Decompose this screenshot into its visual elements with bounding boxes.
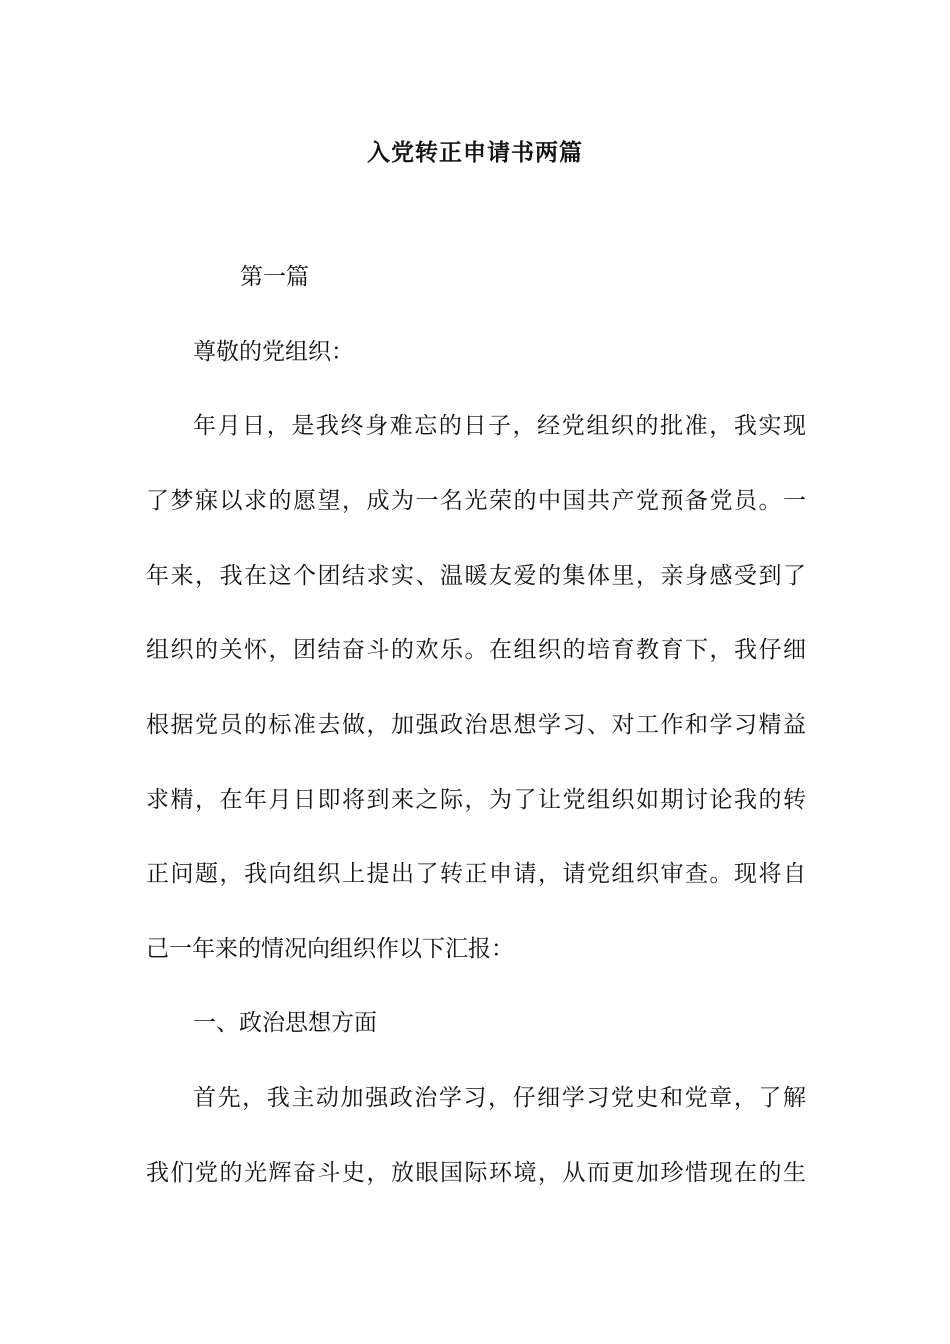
paragraph-line: 正问题，我向组织上提出了转正申请，请党组织审查。现将自 (146, 861, 806, 887)
paragraph-line: 己一年来的情况向组织作以下汇报： (146, 936, 514, 962)
paragraph-line: 我们党的光辉奋斗史，放眼国际环境，从而更加珍惜现在的生 (146, 1160, 806, 1186)
paragraph-line: 年月日，是我终身难忘的日子，经党组织的批准，我实现 (193, 413, 806, 439)
paragraph-line: 了梦寐以求的愿望，成为一名光荣的中国共产党预备党员。一 (146, 488, 806, 514)
paragraph-line: 根据党员的标准去做，加强政治思想学习、对工作和学习精益 (146, 712, 806, 738)
salutation: 尊敬的党组织： (193, 339, 354, 365)
paragraph-line: 组织的关怀，团结奋斗的欢乐。在组织的培育教育下，我仔细 (146, 637, 806, 663)
section-heading: 一、政治思想方面 (193, 1010, 377, 1036)
paragraph-line: 年来，我在这个团结求实、温暖友爱的集体里，亲身感受到了 (146, 563, 806, 589)
document-title: 入党转正申请书两篇 (367, 139, 583, 166)
paragraph-line: 首先，我主动加强政治学习，仔细学习党史和党章，了解 (193, 1085, 806, 1111)
paragraph-line: 求精，在年月日即将到来之际，为了让党组织如期讨论我的转 (146, 787, 806, 813)
section-label: 第一篇 (240, 264, 309, 290)
